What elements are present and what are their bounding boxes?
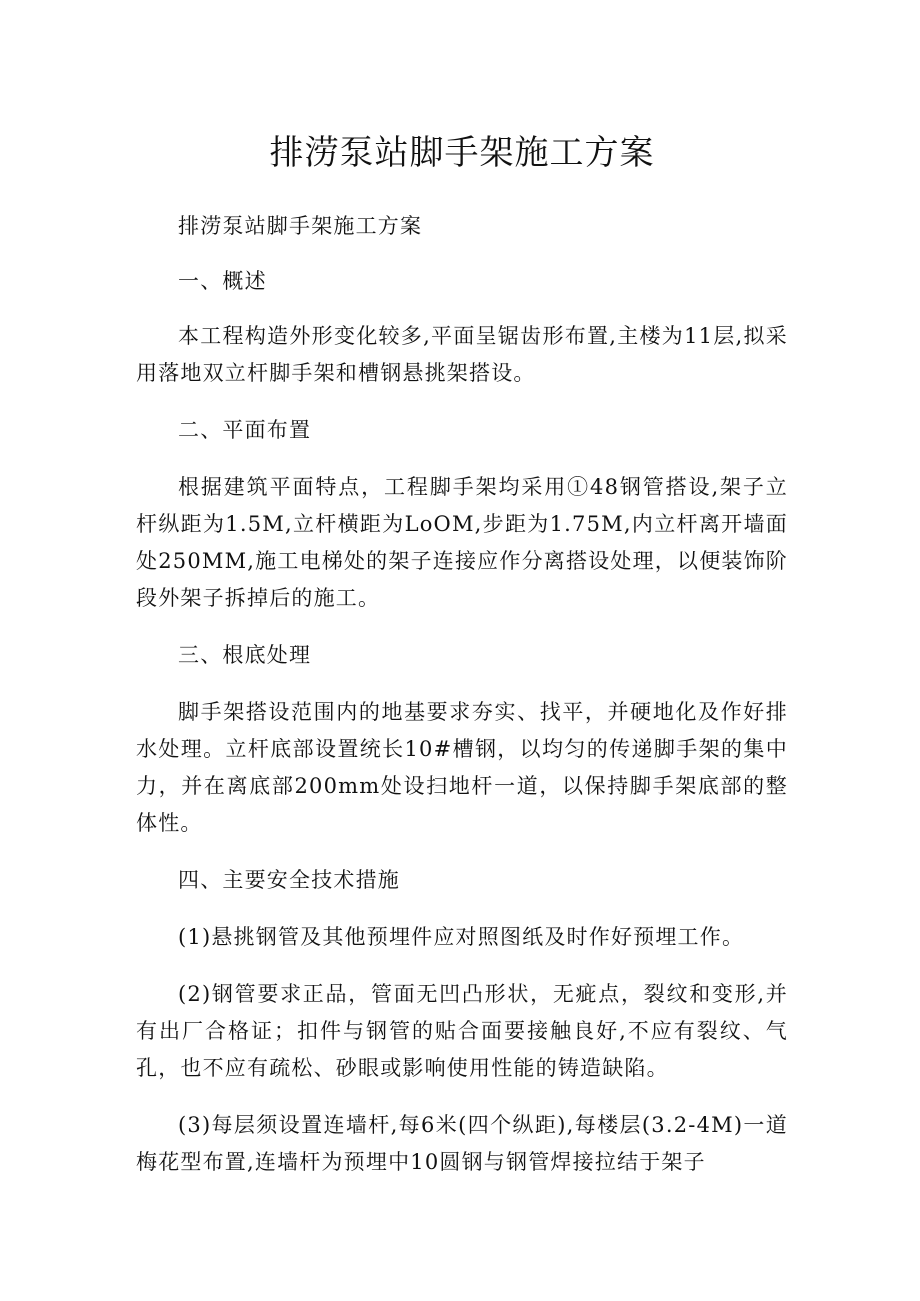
section-heading-safety: 四、主要安全技术措施 [178,868,400,892]
safety-item-3: (3)每层须设置连墙杆,每6米(四个纵距),每楼层(3.2-4M)一道梅花型布置,连墙杆为预埋中10圆钢与钢管焊接拉结于架子 [136,1113,788,1174]
section-heading-layout: 二、平面布置 [178,418,312,442]
section-heading-foundation: 三、根底处理 [178,643,312,667]
section-body-foundation: 脚手架搭设范围内的地基要求夯实、找平，并硬地化及作好排水处理。立杆底部设置统长10#槽钢，以均匀的传递脚手架的集中力，并在离底部200mm处设扫地杆一道，以保持脚手架底部的整体性。 [136,700,788,835]
section-body-layout: 根据建筑平面特点，工程脚手架均采用①48钢管搭设,架子立杆纵距为1.5M,立杆横距为LoOM,步距为1.75M,内立杆离开墙面处250MM,施工电梯处的架子连接应作分离搭设处理，以便装饰阶段外架子拆掉后的施工。 [136,475,788,610]
safety-item-1: (1)悬挑钢管及其他预埋件应对照图纸及时作好预埋工作。 [178,925,745,949]
safety-item-2: (2)钢管要求正品，管面无凹凸形状，无疵点，裂纹和变形,并有出厂合格证；扣件与钢管的贴合面要接触良好,不应有裂纹、气孔，也不应有疏松、砂眼或影响使用性能的铸造缺陷。 [136,982,788,1080]
section-body-overview: 本工程构造外形变化较多,平面呈锯齿形布置,主楼为11层,拟采用落地双立杆脚手架和槽钢悬挑架搭设。 [136,324,788,385]
section-heading-overview: 一、概述 [178,269,267,293]
document-subtitle: 排涝泵站脚手架施工方案 [178,214,423,238]
document-title: 排涝泵站脚手架施工方案 [269,133,655,173]
